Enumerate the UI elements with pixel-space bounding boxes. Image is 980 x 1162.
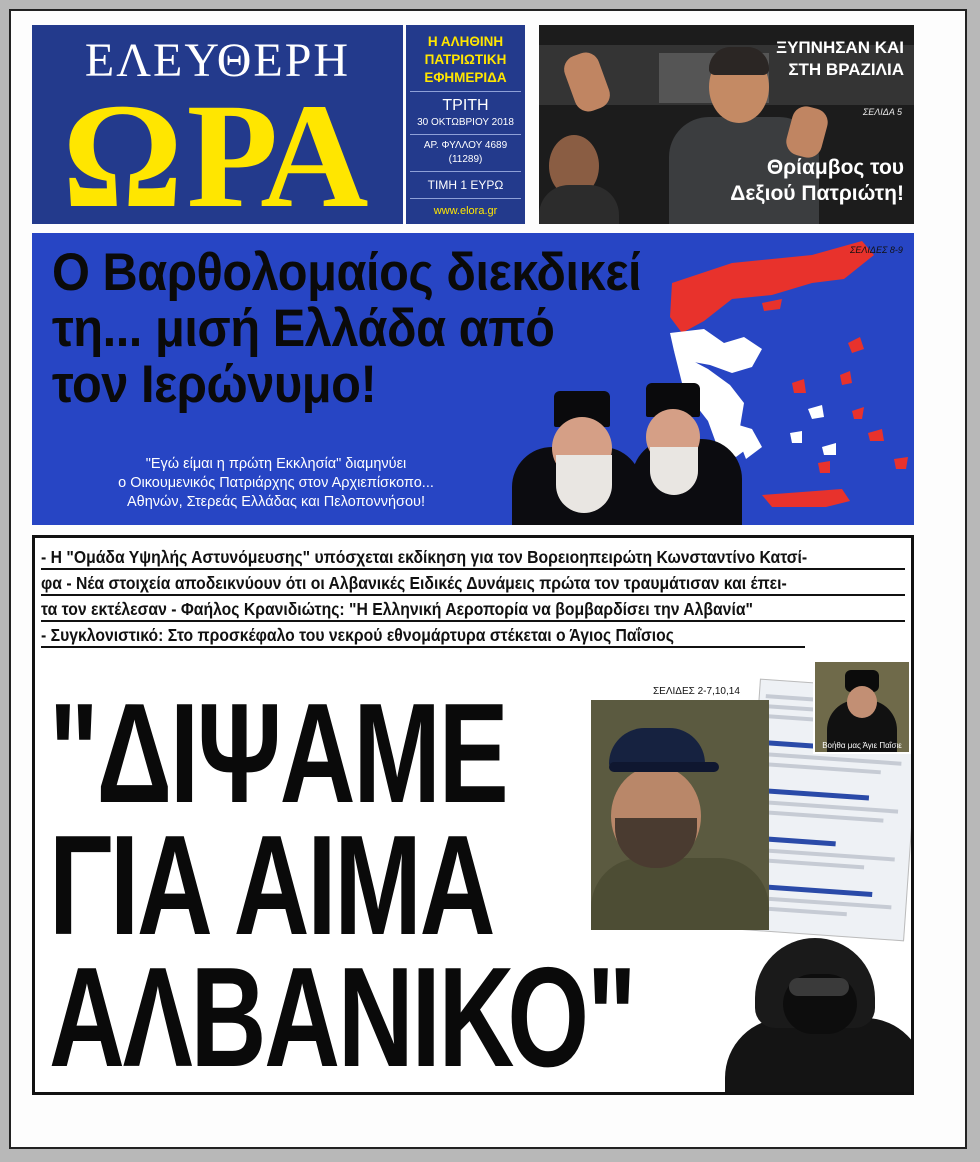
church-headline-3: τον Ιερώνυμο! — [52, 355, 377, 414]
deck-underline — [41, 568, 905, 570]
newspaper-front-page — [9, 9, 967, 1149]
masthead-title-top: ΕΛΕΥΘΕΡΗ — [84, 34, 351, 87]
brazil-headline-1: Θρίαμβος του — [766, 156, 904, 179]
church-headline-2: τη... μισή Ελλάδα από — [52, 299, 555, 358]
masthead-title-main: ΩΡΑ — [62, 73, 373, 224]
main-story-box[interactable] — [32, 535, 914, 1095]
main-headline-1: "ΔΙΨΑΜΕ — [49, 674, 507, 833]
waving-hand — [783, 103, 831, 161]
divider — [410, 134, 521, 135]
main-headline-3: ΑΛΒΑΝΙΚΟ" — [49, 938, 635, 1095]
tagline-line-1: Η ΑΛΗΘΙΝΗ — [427, 34, 504, 49]
church-story-box[interactable] — [32, 233, 914, 525]
brazil-kicker-2: ΣΤΗ ΒΡΑΖΙΛΙΑ — [788, 60, 904, 79]
deck-underline — [41, 646, 805, 648]
issue-number: ΑΡ. ΦΥΛΛΟΥ 4689 (11289) — [423, 140, 508, 165]
deck-line-1: - Η "Ομάδα Υψηλής Αστυνόμευσης" υπόσχεται εκδίκηση για τον Βορειοηπειρώτη Κωνσταντίνο Κατσί- — [41, 547, 808, 567]
issue-price: ΤΙΜΗ 1 ΕΥΡΩ — [427, 178, 504, 192]
church-subhead-2: ο Οικουμενικός Πατριάρχης στον Αρχιεπίσκοπο... — [118, 475, 434, 491]
special-forces-soldier-photo — [725, 908, 914, 1095]
divider — [410, 171, 521, 172]
brazil-page-ref: ΣΕΛΙΔΑ 5 — [862, 107, 902, 117]
deck-underline — [41, 594, 905, 596]
issue-day: ΤΡΙΤΗ — [442, 97, 489, 114]
monk-caption: Βοήθα μας Άγιε Παΐσιε — [822, 741, 902, 750]
tagline-line-2: ΠΑΤΡΙΩΤΙΚΗ — [424, 52, 507, 67]
deck-line-2: φα - Νέα στοιχεία αποδεικνύουν ότι οι Αλβανικές Ειδικές Δυνάμεις πρώτα τον τραυμάτισαν και έπει- — [41, 573, 787, 593]
masthead-logo — [32, 25, 403, 224]
victim-portrait-photo — [591, 700, 769, 930]
deck-line-4: - Συγκλονιστικό: Στο προσκέφαλο του νεκρού εθνομάρτυρα στέκεται ο Άγιος Παΐσιος — [41, 625, 674, 645]
brazil-kicker-1: ΞΥΠΝΗΣΑΝ ΚΑΙ — [776, 38, 904, 57]
saint-paisios-photo — [813, 660, 911, 754]
church-headline-1: Ο Βαρθολομαίος διεκδικεί — [52, 243, 642, 302]
tagline-line-3: ΕΦΗΜΕΡΙΔΑ — [424, 70, 507, 85]
divider — [410, 91, 521, 92]
church-subhead-3: Αθηνών, Στερεάς Ελλάδας και Πελοποννήσου! — [127, 494, 425, 510]
main-story-deck — [41, 544, 905, 648]
brazil-headline-2: Δεξιού Πατριώτη! — [730, 182, 904, 205]
brazil-story-box[interactable] — [539, 25, 914, 224]
website-link[interactable]: www.elora.gr — [433, 205, 498, 217]
deck-line-3: τα τον εκτέλεσαν - Φαήλος Κρανιδιώτης: "Η Ελληνική Αεροπορία να βομβαρδίσει την Αλβανία" — [41, 599, 753, 619]
church-subhead-1: "Εγώ είμαι η πρώτη Εκκλησία" διαμηνύει — [145, 456, 407, 472]
issue-date: 30 ΟΚΤΩΒΡΙΟΥ 2018 — [417, 117, 514, 128]
divider — [410, 198, 521, 199]
deck-underline — [41, 620, 905, 622]
main-headline-2: ΓΙΑ ΑΙΜΑ — [49, 806, 494, 965]
church-page-ref: ΣΕΛΙΔΕΣ 8-9 — [850, 245, 903, 255]
main-page-ref: ΣΕΛΙΔΕΣ 2-7,10,14 — [653, 686, 740, 697]
issue-info-box — [406, 25, 525, 224]
